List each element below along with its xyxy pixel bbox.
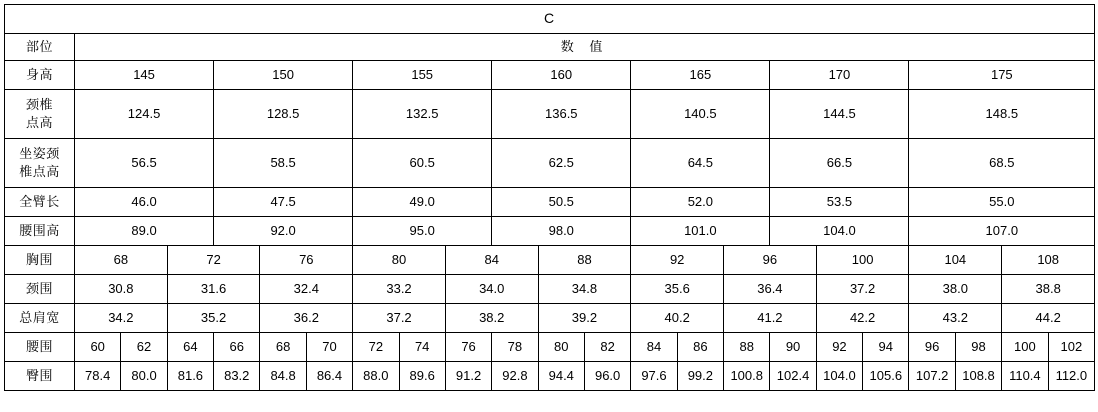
cell-value: 78.4 (75, 362, 121, 391)
cell-value: 110.4 (1002, 362, 1048, 391)
cell-value: 38.0 (909, 275, 1002, 304)
cell-value: 136.5 (492, 90, 631, 139)
cell-value: 53.5 (770, 188, 909, 217)
cell-value: 42.2 (816, 304, 909, 333)
cell-value: 96 (909, 333, 955, 362)
cell-value: 84 (445, 246, 538, 275)
cell-value: 105.6 (863, 362, 909, 391)
cell-value: 34.8 (538, 275, 631, 304)
header-label-value: 数 值 (75, 34, 1095, 61)
cell-value: 30.8 (75, 275, 168, 304)
cell-value: 68.5 (909, 139, 1095, 188)
cell-value: 46.0 (75, 188, 214, 217)
cell-value: 66 (214, 333, 260, 362)
size-table-body (5, 5, 1095, 391)
cell-value: 39.2 (538, 304, 631, 333)
cell-value: 83.2 (214, 362, 260, 391)
table-title-row (5, 5, 1095, 34)
cell-value: 97.6 (631, 362, 677, 391)
cell-value: 100.8 (724, 362, 770, 391)
cell-value: 99.2 (677, 362, 723, 391)
cell-value: 66.5 (770, 139, 909, 188)
cell-value: 104.0 (816, 362, 862, 391)
size-table (4, 4, 1095, 391)
table-row (5, 246, 1095, 275)
table-row (5, 188, 1095, 217)
cell-value: 94.4 (538, 362, 584, 391)
row-label: 胸围 (5, 246, 75, 275)
cell-value: 89.0 (75, 217, 214, 246)
cell-value: 64 (167, 333, 213, 362)
cell-value: 145 (75, 61, 214, 90)
cell-value: 80 (353, 246, 446, 275)
cell-value: 165 (631, 61, 770, 90)
cell-value: 91.2 (445, 362, 491, 391)
cell-value: 144.5 (770, 90, 909, 139)
table-row (5, 90, 1095, 139)
cell-value: 150 (214, 61, 353, 90)
cell-value: 35.2 (167, 304, 260, 333)
cell-value: 32.4 (260, 275, 353, 304)
cell-value: 72 (167, 246, 260, 275)
cell-value: 50.5 (492, 188, 631, 217)
cell-value: 100 (816, 246, 909, 275)
cell-value: 70 (306, 333, 352, 362)
row-label: 腰围 (5, 333, 75, 362)
cell-value: 92.0 (214, 217, 353, 246)
table-row (5, 304, 1095, 333)
cell-value: 175 (909, 61, 1095, 90)
cell-value: 102.4 (770, 362, 816, 391)
row-label (5, 139, 75, 188)
cell-value: 60.5 (353, 139, 492, 188)
cell-value: 100 (1002, 333, 1048, 362)
cell-value: 88 (538, 246, 631, 275)
cell-value: 41.2 (724, 304, 817, 333)
cell-value: 98 (955, 333, 1001, 362)
row-label (5, 90, 75, 139)
cell-value: 68 (75, 246, 168, 275)
cell-value: 101.0 (631, 217, 770, 246)
table-title: C (5, 5, 1095, 34)
cell-value: 107.0 (909, 217, 1095, 246)
cell-value: 94 (863, 333, 909, 362)
table-row (5, 333, 1095, 362)
cell-value: 76 (260, 246, 353, 275)
cell-value: 92.8 (492, 362, 538, 391)
cell-value: 49.0 (353, 188, 492, 217)
cell-value: 64.5 (631, 139, 770, 188)
cell-value: 95.0 (353, 217, 492, 246)
cell-value: 37.2 (353, 304, 446, 333)
table-row (5, 217, 1095, 246)
row-label: 颈围 (5, 275, 75, 304)
cell-value: 62.5 (492, 139, 631, 188)
cell-value: 56.5 (75, 139, 214, 188)
cell-value: 107.2 (909, 362, 955, 391)
cell-value: 34.0 (445, 275, 538, 304)
header-label-part: 部位 (5, 34, 75, 61)
cell-value: 36.4 (724, 275, 817, 304)
cell-value: 108.8 (955, 362, 1001, 391)
cell-value: 33.2 (353, 275, 446, 304)
row-label: 全臂长 (5, 188, 75, 217)
cell-value: 31.6 (167, 275, 260, 304)
cell-value: 37.2 (816, 275, 909, 304)
cell-value: 88 (724, 333, 770, 362)
row-label: 总肩宽 (5, 304, 75, 333)
cell-value: 44.2 (1002, 304, 1095, 333)
row-label-line: 坐姿颈 (19, 146, 60, 162)
cell-value: 80.0 (121, 362, 167, 391)
cell-value: 36.2 (260, 304, 353, 333)
cell-value: 84 (631, 333, 677, 362)
cell-value: 43.2 (909, 304, 1002, 333)
cell-value: 55.0 (909, 188, 1095, 217)
table-row (5, 362, 1095, 391)
row-label: 腰围高 (5, 217, 75, 246)
cell-value: 34.2 (75, 304, 168, 333)
cell-value: 112.0 (1048, 362, 1095, 391)
row-label-line: 颈椎 (25, 97, 53, 113)
row-label: 身高 (5, 61, 75, 90)
cell-value: 96 (724, 246, 817, 275)
cell-value: 68 (260, 333, 306, 362)
cell-value: 140.5 (631, 90, 770, 139)
cell-value: 35.6 (631, 275, 724, 304)
cell-value: 84.8 (260, 362, 306, 391)
cell-value: 124.5 (75, 90, 214, 139)
table-header-row (5, 34, 1095, 61)
cell-value: 92 (816, 333, 862, 362)
cell-value: 72 (353, 333, 399, 362)
cell-value: 82 (584, 333, 630, 362)
cell-value: 80 (538, 333, 584, 362)
cell-value: 128.5 (214, 90, 353, 139)
cell-value: 38.8 (1002, 275, 1095, 304)
cell-value: 58.5 (214, 139, 353, 188)
cell-value: 40.2 (631, 304, 724, 333)
cell-value: 74 (399, 333, 445, 362)
cell-value: 78 (492, 333, 538, 362)
cell-value: 132.5 (353, 90, 492, 139)
cell-value: 52.0 (631, 188, 770, 217)
cell-value: 47.5 (214, 188, 353, 217)
cell-value: 170 (770, 61, 909, 90)
row-label-line: 椎点高 (19, 164, 60, 179)
cell-value: 104.0 (770, 217, 909, 246)
cell-value: 89.6 (399, 362, 445, 391)
cell-value: 38.2 (445, 304, 538, 333)
cell-value: 92 (631, 246, 724, 275)
table-row (5, 139, 1095, 188)
cell-value: 148.5 (909, 90, 1095, 139)
row-label: 臀围 (5, 362, 75, 391)
cell-value: 108 (1002, 246, 1095, 275)
cell-value: 104 (909, 246, 1002, 275)
cell-value: 81.6 (167, 362, 213, 391)
cell-value: 102 (1048, 333, 1095, 362)
cell-value: 90 (770, 333, 816, 362)
cell-value: 96.0 (584, 362, 630, 391)
cell-value: 60 (75, 333, 121, 362)
cell-value: 86.4 (306, 362, 352, 391)
cell-value: 155 (353, 61, 492, 90)
cell-value: 98.0 (492, 217, 631, 246)
cell-value: 62 (121, 333, 167, 362)
cell-value: 88.0 (353, 362, 399, 391)
cell-value: 86 (677, 333, 723, 362)
row-label-line: 点高 (25, 115, 53, 130)
cell-value: 160 (492, 61, 631, 90)
cell-value: 76 (445, 333, 491, 362)
table-row (5, 61, 1095, 90)
table-row (5, 275, 1095, 304)
